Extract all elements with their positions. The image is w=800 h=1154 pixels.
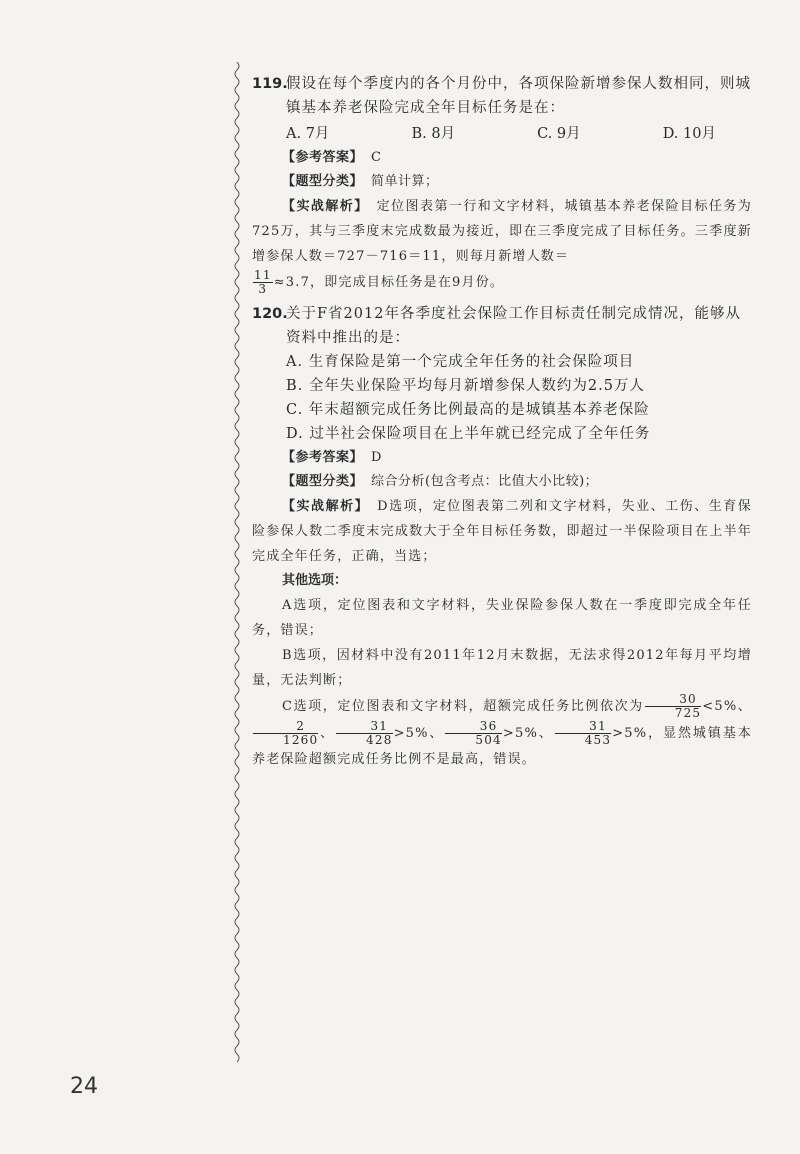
analysis-paragraph <box>252 494 752 569</box>
operator: 5%、 <box>714 699 752 714</box>
option-d: D. 过半社会保险项目在上半年就已经完成了全年任务 <box>286 426 651 442</box>
option-b: B. 8月 <box>411 126 456 142</box>
option-b: B. 全年失业保险平均每月新增参保人数约为2.5万人 <box>286 378 645 394</box>
type-line <box>252 170 752 194</box>
answer-line <box>252 146 752 170</box>
question-number: 119. <box>252 76 288 92</box>
question-text: 假设在每个季度内的各个月份中，各项保险新增参保人数相同，则城镇基本养老保险完成全年目标任务是在： <box>286 76 751 116</box>
option-c: C. 9月 <box>537 126 581 142</box>
analysis-continuation <box>252 269 752 296</box>
fraction: $\frac{31}{428}$ <box>336 720 393 747</box>
option-a: A. 7月 <box>286 126 330 142</box>
operator: >5%、 <box>502 726 554 741</box>
operator: >5%、 <box>393 726 445 741</box>
analysis-text: 定位图表第一行和文字材料，城镇基本养老保险目标任务为725万，其与三季度末完成数最为接近，即在三季度完成了目标任务。三季度新增参保人数＝727－716＝11，则每月新增人数＝ <box>252 199 752 264</box>
answer-value: C <box>371 150 382 165</box>
answer-label: 【参考答案】 <box>282 450 364 465</box>
options-row <box>252 122 716 146</box>
analysis-end: ≈3.7，即完成目标任务是在9月份。 <box>273 275 505 290</box>
question-120 <box>252 302 752 350</box>
analysis-text: D选项，定位图表第二列和文字材料，失业、工伤、生育保险参保人数二季度末完成数大于全年目标任务数，即超过一半保险项目在上半年完成全年任务，正确，当选； <box>252 499 752 564</box>
option-a-analysis: A选项，定位图表和文字材料，失业保险参保人数在一季度即完成全年任务，错误； <box>252 598 752 638</box>
answer-line <box>252 446 752 470</box>
option-c-conclusion: >5%，显然城镇基本养老保险超额完成任务比例不是最高，错误。 <box>252 726 752 767</box>
answer-label: 【参考答案】 <box>282 150 364 165</box>
option-b-analysis: B选项，因材料中没有2011年12月末数据，无法求得2012年每月平均增量，无法判断； <box>252 648 752 688</box>
question-119 <box>252 72 752 120</box>
fraction: $\frac{30}{725}$ <box>645 693 702 720</box>
analysis-label: 【实战解析】 <box>282 499 370 514</box>
page-content <box>252 72 752 772</box>
type-line <box>252 470 752 494</box>
fraction: $\frac{11}{3}$ <box>254 268 272 296</box>
other-options-heading: 其他选项： <box>282 573 348 588</box>
analysis-label: 【实战解析】 <box>282 199 369 214</box>
option-c-analysis <box>252 693 752 772</box>
operator: < <box>702 699 715 714</box>
analysis-paragraph <box>252 194 752 269</box>
page-number: 24 <box>70 1074 98 1099</box>
type-label: 【题型分类】 <box>282 474 364 489</box>
fraction: $\frac{2}{1260}$ <box>253 720 318 747</box>
type-value: 综合分析(包含考点：比值大小比较)； <box>371 474 599 489</box>
margin-wavy-line <box>232 62 242 1062</box>
question-text: 关于F省2012年各季度社会保险工作目标责任制完成情况，能够从资料中推出的是： <box>286 306 741 346</box>
type-value: 简单计算； <box>371 174 439 189</box>
operator: 、 <box>319 726 336 741</box>
option-a: A. 生育保险是第一个完成全年任务的社会保险项目 <box>286 354 635 370</box>
fraction: $\frac{31}{453}$ <box>555 720 612 747</box>
type-label: 【题型分类】 <box>282 174 364 189</box>
option-c-text: C选项，定位图表和文字材料，超额完成任务比例依次为 <box>282 699 644 714</box>
option-c: C. 年末超额完成任务比例最高的是城镇基本养老保险 <box>286 402 650 418</box>
answer-value: D <box>371 450 382 465</box>
question-number: 120. <box>252 306 288 322</box>
fraction: $\frac{36}{504}$ <box>445 720 502 747</box>
option-d: D. 10月 <box>662 126 716 142</box>
